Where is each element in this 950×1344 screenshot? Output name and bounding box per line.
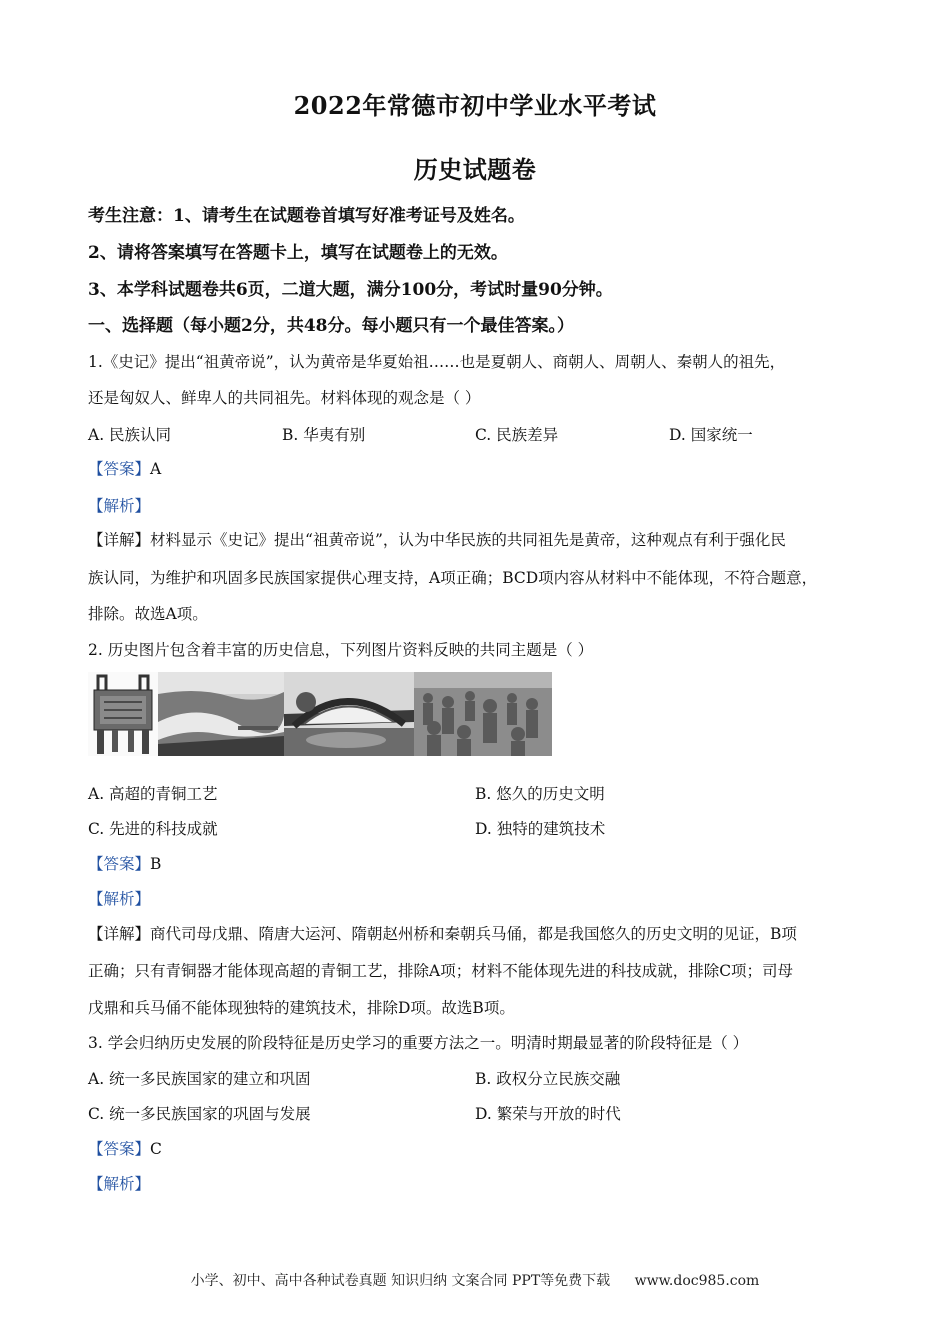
q2-detail-line-3: 戊鼎和兵马俑不能体现独特的建筑技术，排除D项。故选B项。 [88,999,515,1017]
q1-option-d: D. 国家统一 [669,426,753,444]
footer-link[interactable]: www.doc985.com [634,1273,760,1289]
q1-detail-line-2: 族认同，为维护和巩固多民族国家提供心理支持，A项正确；BCD项内容从材料中不能体现，不符合题意， [88,569,818,587]
q3-stem: 3. 学会归纳历史发展的阶段特征是历史学习的重要方法之一。明清时期最显著的阶段特征是（ ） [88,1034,749,1052]
q1-option-c: C. 民族差异 [475,426,559,444]
detail-tag: 【详解】 [88,531,151,549]
note-2: 2、请将答案填写在答题卡上，填写在试题卷上的无效。 [88,243,508,263]
terracotta-army-image [414,672,552,756]
q3-option-c: C. 统一多民族国家的巩固与发展 [88,1105,311,1123]
q3-option-a: A. 统一多民族国家的建立和巩固 [88,1070,311,1088]
answer-tag: 【答案】 [88,460,151,478]
exam-subtitle: 历史试题卷 [413,155,537,184]
q1-stem-line-2: 还是匈奴人、鲜卑人的共同祖先。材料体现的观念是（ ） [88,389,481,407]
bronze-ding-image [88,672,158,756]
q2-option-b: B. 悠久的历史文明 [475,785,605,803]
q3-option-d: D. 繁荣与开放的时代 [475,1105,621,1123]
q2-detail-line-1 [88,924,873,944]
answer-tag: 【答案】 [88,1140,151,1158]
page-footer [0,1270,950,1290]
q3-option-b: B. 政权分立民族交融 [475,1070,621,1088]
detail-text: 商代司母戊鼎、隋唐大运河、隋朝赵州桥和秦朝兵马俑，都是我国悠久的历史文明的见证，B项 [150,925,797,943]
q2-image-strip [88,672,552,756]
q1-option-b: B. 华夷有别 [282,426,366,444]
answer-value: C [150,1140,162,1158]
zhaozhou-bridge-image [284,672,414,756]
q2-stem: 2. 历史图片包含着丰富的历史信息，下列图片资料反映的共同主题是（ ） [88,641,594,659]
q1-stem-line-1: 1.《史记》提出“祖黄帝说”，认为黄帝是华夏始祖……也是夏朝人、商朝人、周朝人、秦朝人的祖先， [88,353,786,371]
answer-value: B [150,855,162,873]
q2-answer [88,854,873,874]
section-title: 一、选择题（每小题2分，共48分。每小题只有一个最佳答案。） [88,316,574,336]
q2-option-a: A. 高超的青铜工艺 [88,785,218,803]
grand-canal-image [158,672,284,756]
q3-analysis-tag: 【解析】 [88,1175,151,1193]
q1-detail-line-1 [88,530,873,550]
detail-text: 材料显示《史记》提出“祖黄帝说”，认为中华民族的共同祖先是黄帝，这种观点有利于强化民 [150,531,786,549]
exam-title: 2022年常德市初中学业水平考试 [293,91,657,120]
answer-value: A [150,460,162,478]
q2-option-c: C. 先进的科技成就 [88,820,218,838]
detail-tag: 【详解】 [88,925,151,943]
q1-detail-line-3: 排除。故选A项。 [88,605,208,623]
note-3: 3、本学科试题卷共6页，二道大题，满分100分，考试时量90分钟。 [88,280,613,300]
footer-text: 小学、初中、高中各种试卷真题 知识归纳 文案合同 PPT等免费下载 [190,1273,611,1289]
note-1: 考生注意：1、请考生在试题卷首填写好准考证号及姓名。 [88,206,525,226]
q1-answer [88,459,873,479]
q3-answer [88,1139,873,1159]
q2-option-d: D. 独特的建筑技术 [475,820,606,838]
q2-analysis-tag: 【解析】 [88,890,151,908]
answer-tag: 【答案】 [88,855,151,873]
q1-option-a: A. 民族认同 [88,426,172,444]
q2-detail-line-2: 正确；只有青铜器才能体现高超的青铜工艺，排除A项；材料不能体现先进的科技成就，排除C项；司母 [88,962,794,980]
q1-analysis-tag: 【解析】 [88,497,151,515]
